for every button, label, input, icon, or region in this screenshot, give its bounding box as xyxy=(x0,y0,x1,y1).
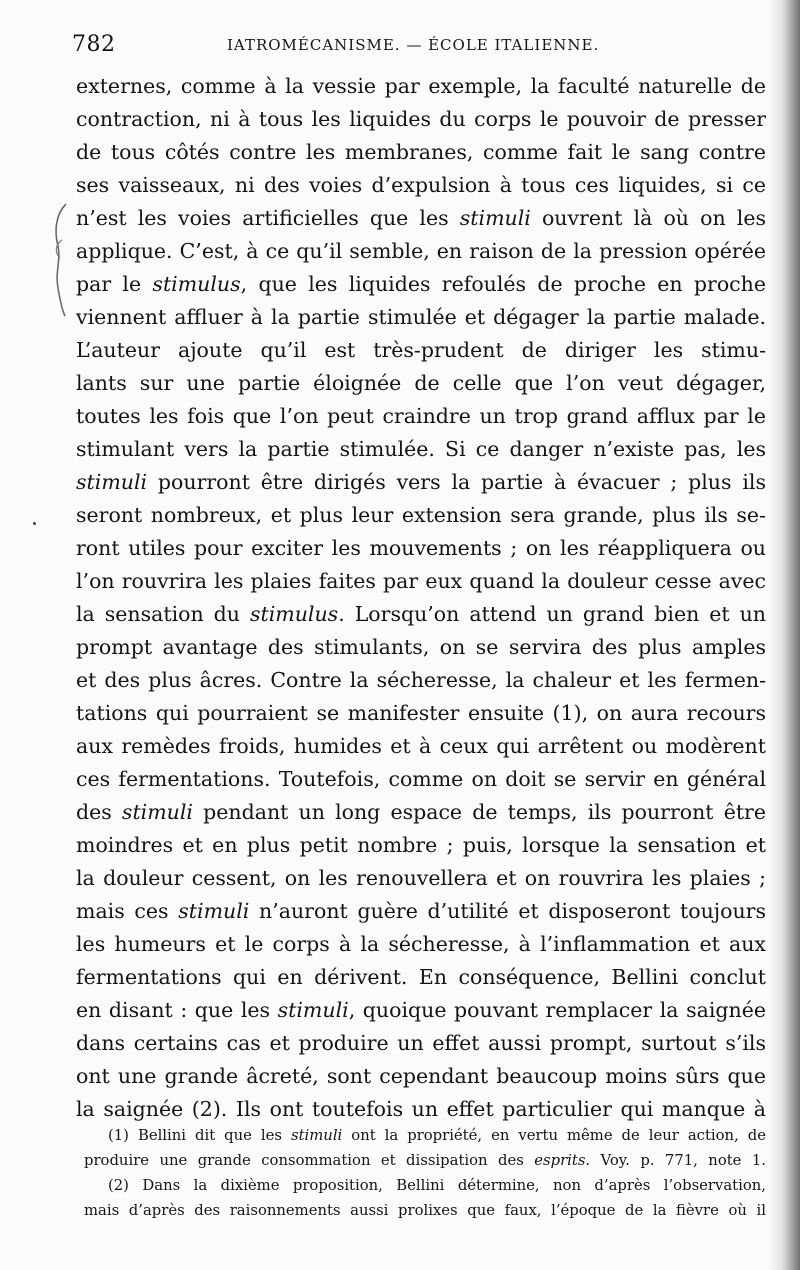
text-line: stimuli pourront être dirigés vers la partie à évacuer ; plus ils xyxy=(76,470,766,494)
italic-term: esprits xyxy=(534,1152,586,1169)
footnote-line: mais d’après des raisonnements aussi prolixes que faux, l’époque de la fièvre où il xyxy=(84,1202,766,1219)
body-text xyxy=(76,70,766,1126)
page-gutter-shadow xyxy=(768,0,800,1270)
italic-term: stimulus xyxy=(249,602,339,626)
margin-pencil-mark xyxy=(46,200,72,320)
footnote-line: produire une grande consommation et dissipation des esprits. Voy. p. 771, note 1. xyxy=(84,1152,766,1169)
text-line: fermentations qui en dérivent. En conséquence, Bellini conclut xyxy=(76,965,766,989)
text-line: externes, comme à la vessie par exemple, la faculté naturelle de xyxy=(76,74,766,98)
text-line: seront nombreux, et plus leur extension sera grande, plus ils se- xyxy=(76,503,766,527)
ink-speck xyxy=(33,522,36,525)
text-line: ront utiles pour exciter les mouvements ; on les réappliquera ou xyxy=(76,536,766,560)
text-line: ont une grande âcreté, sont cependant beaucoup moins sûrs que xyxy=(76,1064,766,1088)
italic-term: stimuli xyxy=(277,998,349,1022)
text-line: la douleur cessent, on les renouvellera et on rouvrira les plaies ; xyxy=(76,866,766,890)
text-line: la sensation du stimulus. Lorsqu’on attend un grand bien et un xyxy=(76,602,766,626)
text-line: contraction, ni à tous les liquides du corps le pouvoir de presser xyxy=(76,107,766,131)
italic-term: stimuli xyxy=(178,899,250,923)
running-head: IATROMÉCANISME. — ÉCOLE ITALIENNE. xyxy=(227,36,600,54)
italic-term: stimuli xyxy=(76,470,148,494)
text-line: aux remèdes froids, humides et à ceux qui arrêtent ou modèrent xyxy=(76,734,766,758)
text-line: lants sur une partie éloignée de celle que l’on veut dégager, xyxy=(76,371,766,395)
text-line: et des plus âcres. Contre la sécheresse, la chaleur et les fermen- xyxy=(76,668,766,692)
text-line: par le stimulus, que les liquides refoulés de proche en proche xyxy=(76,272,766,296)
text-line: tations qui pourraient se manifester ensuite (1), on aura recours xyxy=(76,701,766,725)
italic-term: stimuli xyxy=(121,800,193,824)
text-line: moindres et en plus petit nombre ; puis, lorsque la sensation et xyxy=(76,833,766,857)
text-line: L’auteur ajoute qu’il est très-prudent de diriger les stimu- xyxy=(76,338,766,362)
text-line: les humeurs et le corps à la sécheresse, à l’inflammation et aux xyxy=(76,932,766,956)
footnote-line: (2) Dans la dixième proposition, Bellini détermine, non d’après l’observation, xyxy=(108,1177,766,1194)
page-number: 782 xyxy=(72,32,116,57)
text-line: des stimuli pendant un long espace de temps, ils pourront être xyxy=(76,800,766,824)
page-header xyxy=(72,30,612,60)
footnote-line: (1) Bellini dit que les stimuli ont la propriété, en vertu même de leur action, de xyxy=(108,1127,766,1144)
text-line: la saignée (2). Ils ont toutefois un effet particulier qui manque à xyxy=(76,1097,766,1121)
text-line: ses vaisseaux, ni des voies d’expulsion à tous ces liquides, si ce xyxy=(76,173,766,197)
footnotes xyxy=(84,1123,766,1223)
text-line: applique. C’est, à ce qu’il semble, en raison de la pression opérée xyxy=(76,239,766,263)
italic-term: stimuli xyxy=(290,1127,343,1144)
text-line: mais ces stimuli n’auront guère d’utilité et disposeront toujours xyxy=(76,899,766,923)
italic-term: stimuli xyxy=(459,206,531,230)
text-line: toutes les fois que l’on peut craindre un trop grand afflux par le xyxy=(76,404,766,428)
text-line: l’on rouvrira les plaies faites par eux quand la douleur cesse avec xyxy=(76,569,766,593)
text-line: dans certains cas et produire un effet aussi prompt, surtout s’ils xyxy=(76,1031,766,1055)
text-line: de tous côtés contre les membranes, comme fait le sang contre xyxy=(76,140,766,164)
text-line: n’est les voies artificielles que les stimuli ouvrent là où on les xyxy=(76,206,766,230)
text-line: en disant : que les stimuli, quoique pouvant remplacer la saignée xyxy=(76,998,766,1022)
text-line: stimulant vers la partie stimulée. Si ce danger n’existe pas, les xyxy=(76,437,766,461)
text-line: prompt avantage des stimulants, on se servira des plus amples xyxy=(76,635,766,659)
text-line: viennent affluer à la partie stimulée et dégager la partie malade. xyxy=(76,305,766,329)
italic-term: stimulus xyxy=(152,272,241,296)
text-line: ces fermentations. Toutefois, comme on doit se servir en général xyxy=(76,767,766,791)
